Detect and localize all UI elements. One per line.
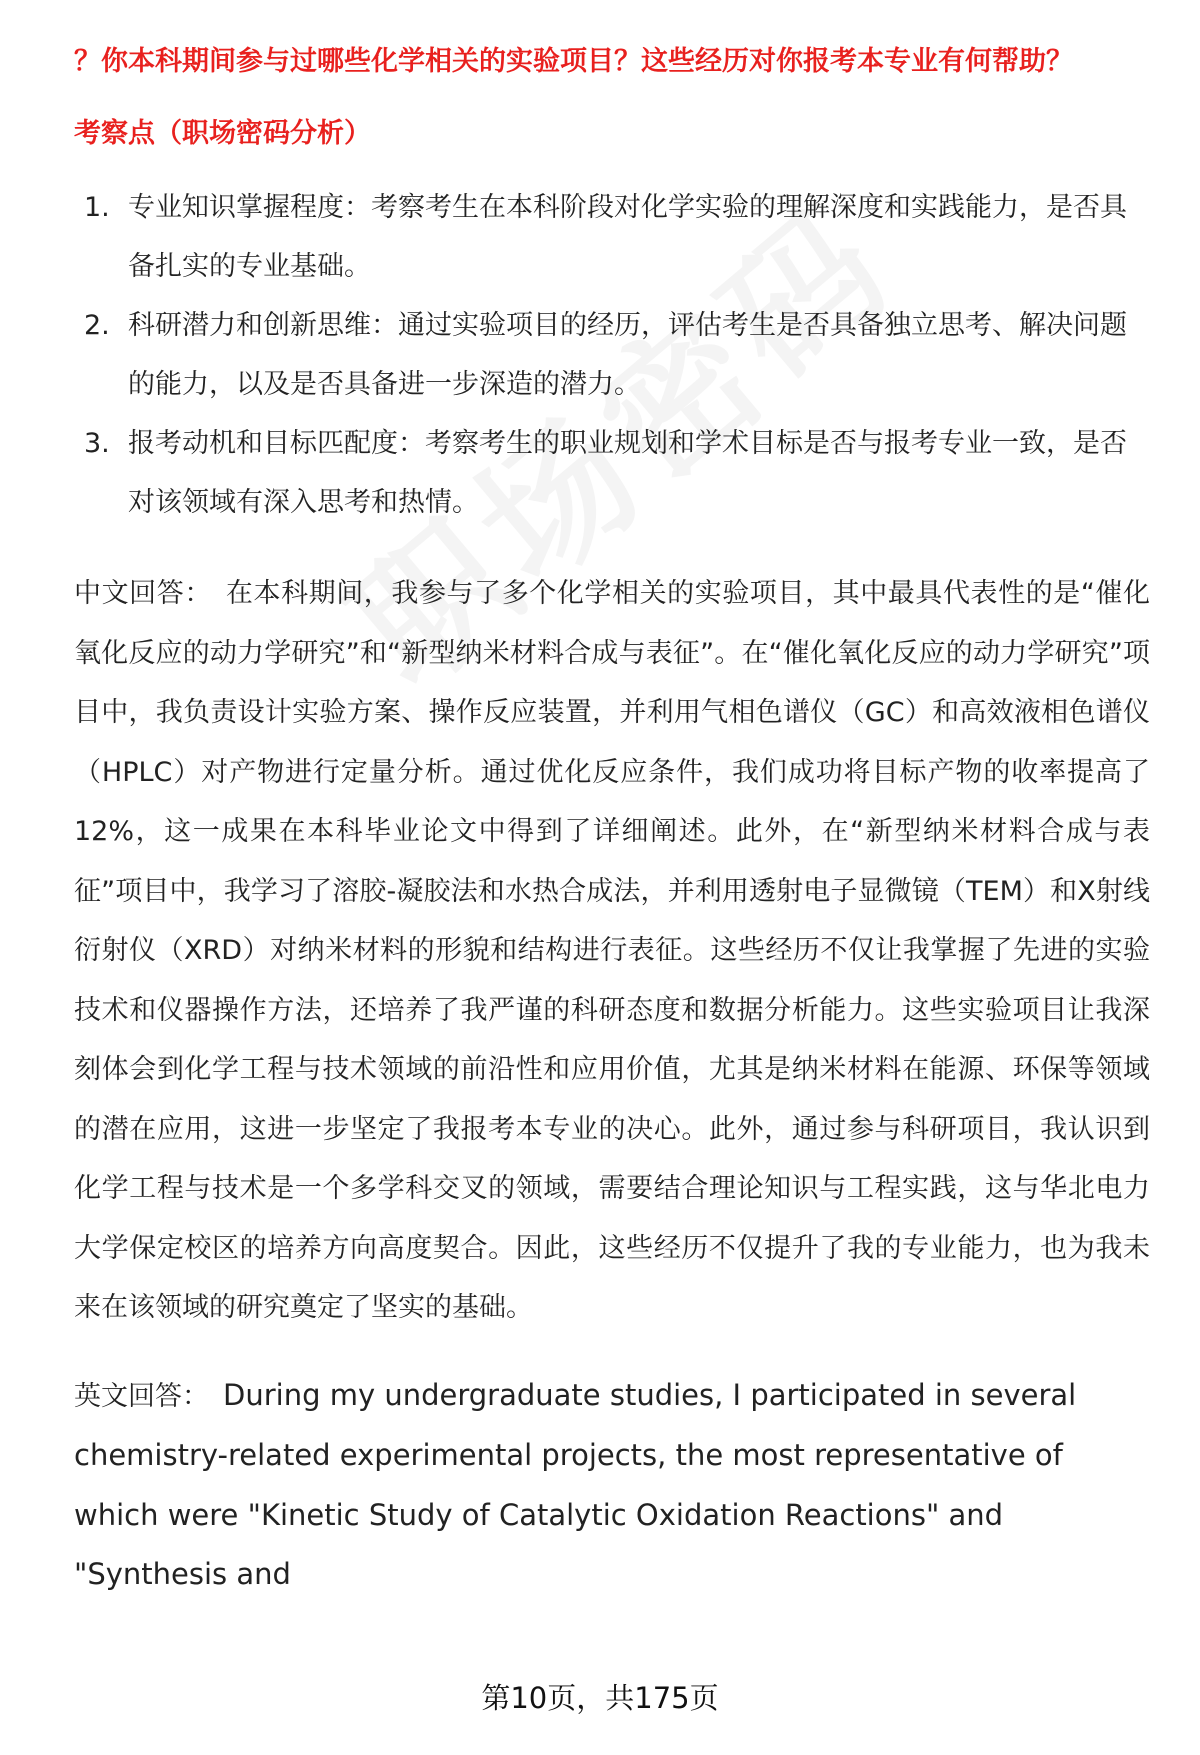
list-item-number: 1. — [84, 192, 110, 223]
section-title: 考察点（职场密码分析） — [74, 118, 371, 149]
question-heading: ？你本科期间参与过哪些化学相关的实验项目？这些经历对你报考本专业有何帮助？ — [74, 46, 1073, 77]
chinese-answer-text: 在本科期间，我参与了多个化学相关的实验项目，其中最具代表性的是“催化氧化反应的动力学研究”和“新型纳米材料合成与表征”。在“催化氧化反应的动力学研究”项目中，我负责设计实验方案、操作反应装置，并利用气相色谱仪（GC）和高效液相色谱仪（HPLC）对产物进行定量分析。通过优化反应条件，我们成功将目标产物的收率提高了12%，这一成果在本科毕业论文中得到了详细阐述。此外，在“新型纳米材料合成与表征”项目中，我学习了溶胶-凝胶法和水热合成法，并利用透射电子显微镜（TEM）和X射线衍射仪（XRD）对纳米材料的形貌和结构进行表征。这些经历不仅让我掌握了先进的实验技术和仪器操作方法，还培养了我严谨的科研态度和数据分析能力。这些实验项目让我深刻体会到化学工程与技术领域的前沿性和应用价值，尤其是纳米材料在能源、环保等领域的潜在应用，这进一步坚定了我报考本专业的决心。此外，通过参与科研项目，我认识到化学工程与技术是一个多学科交叉的领域，需要结合理论知识与工程实践，这与华北电力大学保定校区的培养方向高度契合。因此，这些经历不仅提升了我的专业能力，也为我未来在该领域的研究奠定了坚实的基础。 — [74, 578, 1150, 1323]
list-item — [74, 296, 1150, 414]
english-answer-label: 英文回答： — [74, 1380, 209, 1412]
list-item — [74, 414, 1150, 532]
english-answer-text: During my undergraduate studies, I participated in several chemistry-related experimental projects, the most representative of which were "Kinetic Study of Catalytic Oxidation Reactions" and "Synthesis and — [74, 1377, 1077, 1591]
list-item-text: 报考动机和目标匹配度：考察考生的职业规划和学术目标是否与报考专业一致，是否对该领域有深入思考和热情。 — [128, 428, 1127, 518]
page-number-footer: 第10页，共175页 — [481, 1681, 719, 1715]
assessment-points-list — [74, 178, 1150, 532]
list-item — [74, 178, 1150, 296]
english-answer — [74, 1366, 1150, 1605]
page-content — [74, 40, 1150, 1605]
chinese-answer-label: 中文回答： — [74, 578, 212, 609]
list-item-text: 科研潜力和创新思维：通过实验项目的经历，评估考生是否具备独立思考、解决问题的能力，以及是否具备进一步深造的潜力。 — [128, 310, 1127, 400]
list-item-number: 3. — [84, 428, 110, 459]
list-item-number: 2. — [84, 310, 110, 341]
chinese-answer — [74, 564, 1150, 1338]
list-item-text: 专业知识掌握程度：考察考生在本科阶段对化学实验的理解深度和实践能力，是否具备扎实的专业基础。 — [128, 192, 1127, 282]
